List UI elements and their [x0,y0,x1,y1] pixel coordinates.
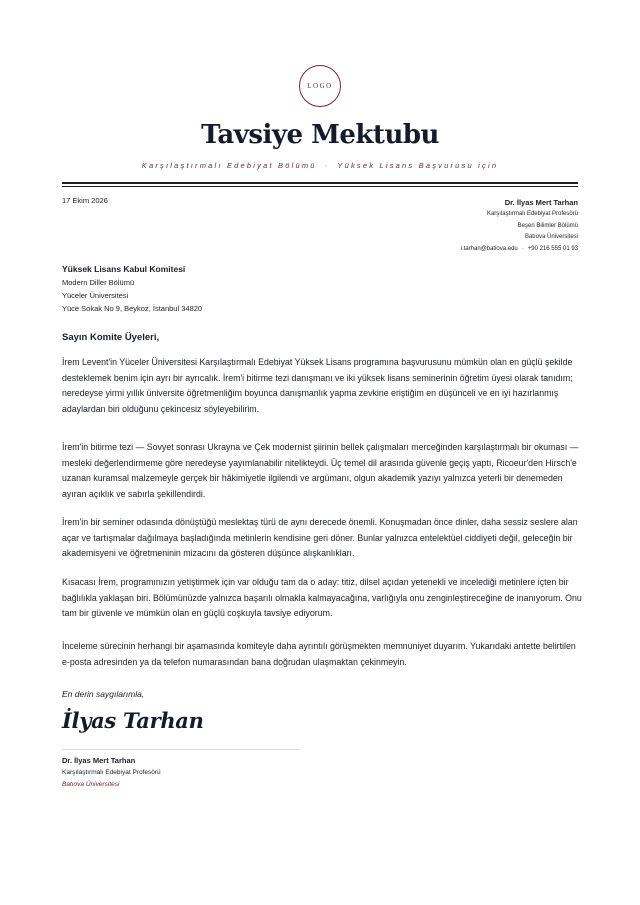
body-paragraph-2: İrem'in bitirme tezi — Sovyet sonrası Ukrayna ve Çek modernist şiirinin bellek çalışmaları merceğinden karşılaştırmalı bir okuması — mesleki değerlendirmeme göre neredeyse yayımlanabilir nitelikteydi. Üç temel dil arasında güvenle geçiş yaptı, Ricoeur'den Hirsch'e uzanan kuramsal malzemeyle gerçek bir hâkimiyetle ilgilendi ve argümanı, olgun akademik yazıyı yalnızca yeterli bir denemeden ayıran açıklık ve sabırla şekillendirdi. [62,442,579,499]
header-rule-thin [62,186,578,187]
sender-block [461,197,578,255]
recipient-address: Yüce Sokak No 9, Beykoz, İstanbul 34820 [62,304,203,313]
logo-text: LOGO [307,82,333,90]
sender-institution: Batıova Üniversitesi [524,234,578,240]
signer-institution: Batıova Üniversitesi [62,781,120,788]
recipient-institution: Yüceler Üniversitesi [62,291,129,300]
body-paragraph-5: İnceleme sürecinin herhangi bir aşamasında komiteyle daha ayrıntılı görüşmekten memnuniyet duyarım. Yukarıdaki antette belirtilen e-posta adresinden ya da telefon numarasından bana doğrudan ulaşmaktan çekinmeyin. [62,641,576,667]
logo-seal [299,65,341,107]
body-paragraph-1: İrem Levent'in Yüceler Üniversitesi Karşılaştırmalı Edebiyat Yüksek Lisans programına başvurusunu mümkün olan en güçlü şekilde desteklemek benim için ayrı bir ayrıcalık. İrem'i bitirme tezi danışmanı ve iki yüksek lisans seminerinin öğretim üyesi olarak tanıdım; neredeyse yirmi yıllık üniversite öğretmenliğim boyunca danışmanlık yapma zevkine eriştiğim en düşünceli ve en iyi hazırlanmış adaylardan biri olduğunu çekincesiz söyleyebilirim. [62,357,573,414]
sender-phone[interactable]: +90 216 555 01 93 [527,245,578,252]
recipient-name: Yüksek Lisans Kabul Komitesi [62,264,186,274]
letter-title: Tavsiye Mektubu [201,120,439,150]
body-paragraph-4: Kısacası İrem, programınızın yetiştirmek için var olduğu tam da o aday: titiz, dilsel açıdan yetenekli ve incelediği metinlere içten bir bağlılıkla yaklaşan biri. Bölümünüzde yalnızca başarılı olmakla kalmayacağına, varlığıyla onu zenginleştireceğine de inanıyorum. Onu tam bir güvenle ve mümkün olan en güçlü coşkuyla tavsiye ediyorum. [62,577,582,618]
sender-email[interactable]: i.tarhan@batiova.edu [460,245,518,252]
sender-department: Beşeri Bilimler Bölümü [517,222,578,229]
signer-title: Karşılaştırmalı Edebiyat Profesörü [62,769,161,776]
body-paragraph-3: İrem'in bir seminer odasında dönüştüğü meslektaş türü de aynı derecede önemli. Konuşmadan önce dinler, daha sessiz seslere alan açar ve tartışmalar dağılmaya başladığında metinlerin kendisine geri döner. Bunlar yalnızca entelektüel ciddiyeti değil, geleceğin bir akademisyeni ve öğretmeninin mizacını da gösteren düşünce alışkanlıkları. [62,517,578,558]
handwritten-signature: İlyas Tarhan [62,708,204,733]
sender-name: Dr. İlyas Mert Tarhan [504,198,578,207]
letter-date: 17 Ekim 2026 [62,196,108,205]
header-rule-thick [62,182,578,184]
recipient-block [62,263,202,315]
subtitle-separator: · [324,161,330,170]
signer-block [62,755,161,791]
sender-contact [461,244,578,256]
signature-line [62,749,299,750]
salutation: Sayın Komite Üyeleri, [62,332,160,343]
subtitle-purpose: Yüksek Lisans Başvurusu için [337,161,499,170]
sender-title: Karşılaştırmalı Edebiyat Profesörü [486,211,578,217]
closing: En derin saygılarımla, [62,689,145,699]
subtitle-department: Karşılaştırmalı Edebiyat Bölümü [141,161,317,170]
letter-subtitle [0,161,640,170]
recipient-department: Modern Diller Bölümü [62,278,135,287]
signer-name: Dr. İlyas Mert Tarhan [62,756,136,765]
contact-separator: · [521,245,524,252]
